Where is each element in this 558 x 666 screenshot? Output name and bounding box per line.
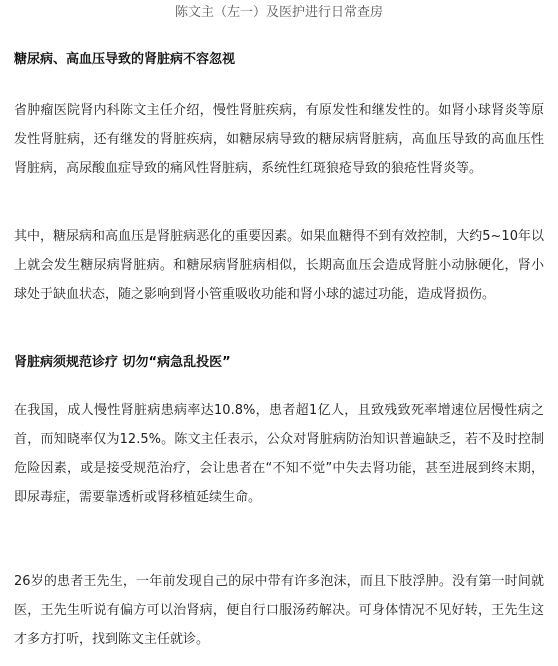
- body-paragraph: 省肿瘤医院肾内科陈文主任介绍，慢性肾脏疾病，有原发性和继发性的。如肾小球肾炎等原发性肾脏病，还有继发的肾脏疾病，如糖尿病导致的糖尿病肾脏病，高血压导致的高血压性肾脏病，高尿酸血症导致的痛风性肾脏病，系统性红斑狼疮导致的狼疮性肾炎等。: [14, 103, 544, 176]
- body-paragraph: 其中，糖尿病和高血压是肾脏病恶化的重要因素。如果血糖得不到有效控制，大约5~10年以上就会发生糖尿病肾脏病。和糖尿病肾脏病相似，长期高血压会造成肾脏小动脉硬化，肾小球处于缺血状态，随之影响到肾小管重吸收功能和肾小球的滤过功能，造成肾损伤。: [14, 229, 544, 302]
- section-heading: 肾脏病须规范诊疗 切勿“病急乱投医”: [14, 355, 231, 370]
- image-caption: 陈文主（左一）及医护进行日常查房: [174, 5, 383, 20]
- body-paragraph: 26岁的患者王先生，一年前发现自己的尿中带有许多泡沫，而且下肢浮肿。没有第一时间就医，王先生听说有偏方可以治肾病，便自行口服汤药解决。可身体情况不见好转，王先生这才多方打听，找到陈文主任就诊。: [14, 574, 544, 647]
- body-paragraph: 在我国，成人慢性肾脏病患病率达10.8%，患者超1亿人，且致残致死率增速位居慢性病之首，而知晓率仅为12.5%。陈文主任表示，公众对肾脏病防治知识普遍缺乏，若不及时控制危险因素，或是接受规范治疗，会让患者在“不知不觉”中失去肾功能，甚至进展到终末期，即尿毒症，需要靠透析或肾移植延续生命。: [14, 403, 544, 505]
- section-heading: 糖尿病、高血压导致的肾脏病不容忽视: [14, 52, 236, 67]
